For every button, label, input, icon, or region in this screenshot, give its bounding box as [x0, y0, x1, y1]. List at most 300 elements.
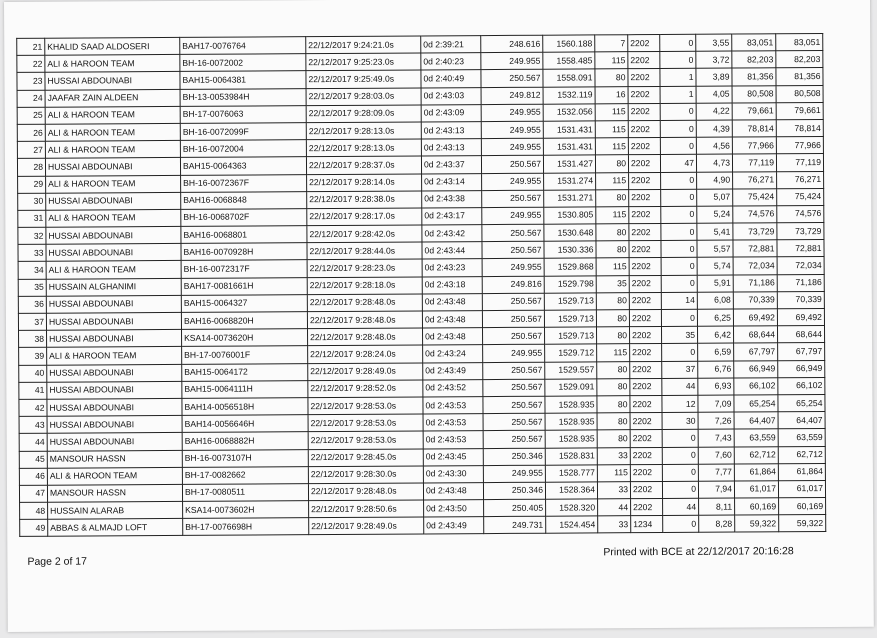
fancier-name-cell: HUSSAI ABDOUNABI [47, 364, 182, 382]
flight-duration-cell: 0d 2:43:13 [421, 122, 481, 140]
loft-code-cell: 80 [597, 378, 630, 395]
coefficient-cell: 6,59 [698, 343, 734, 360]
distance-cell: 249.731 [484, 516, 546, 534]
points-a-cell: 71,186 [733, 274, 777, 291]
coefficient-cell: 7,26 [698, 412, 734, 429]
extra-count-cell: 0 [663, 516, 699, 533]
velocity-cell: 1531.427 [543, 155, 595, 173]
loft-code-cell: 80 [596, 224, 629, 241]
distance-cell: 250.567 [482, 310, 544, 328]
extra-count-cell: 0 [660, 34, 696, 51]
club-code-cell: 2202 [630, 430, 662, 447]
points-a-cell: 66,949 [734, 360, 778, 377]
flight-duration-cell: 0d 2:43:09 [421, 104, 481, 122]
points-b-cell: 72,034 [777, 257, 824, 274]
club-code-cell: 2202 [628, 138, 660, 155]
fancier-name-cell: MANSOUR HASSN [47, 484, 182, 502]
ring-number-cell: BAH16-0068848 [181, 191, 307, 209]
points-a-cell: 73,729 [733, 223, 777, 240]
points-b-cell: 66,102 [778, 377, 825, 394]
extra-count-cell: 47 [660, 155, 696, 172]
results-rows [17, 33, 826, 536]
velocity-cell: 1528.364 [545, 482, 597, 500]
position-cell: 23 [17, 73, 45, 90]
club-code-cell: 2202 [629, 206, 661, 223]
distance-cell: 250.567 [483, 431, 545, 449]
distance-cell: 250.567 [483, 413, 545, 431]
loft-code-cell: 80 [596, 189, 629, 206]
points-a-cell: 64,407 [734, 412, 778, 429]
points-a-cell: 77,966 [732, 137, 776, 154]
club-code-cell: 2202 [629, 224, 661, 241]
flight-duration-cell: 0d 2:43:37 [421, 156, 481, 174]
flight-duration-cell: 0d 2:43:50 [424, 500, 484, 518]
club-code-cell: 2202 [629, 327, 661, 344]
extra-count-cell: 0 [661, 172, 697, 189]
points-b-cell: 64,407 [778, 412, 825, 429]
distance-cell: 249.955 [482, 173, 544, 191]
extra-count-cell: 0 [661, 223, 697, 240]
loft-code-cell: 44 [598, 499, 631, 516]
flight-duration-cell: 0d 2:43:18 [422, 276, 482, 294]
ring-number-cell: BAH16-0068882H [182, 432, 308, 450]
flight-duration-cell: 0d 2:39:21 [421, 36, 481, 54]
fancier-name-cell: ALI & HAROON TEAM [45, 123, 180, 141]
position-cell: 36 [18, 296, 46, 313]
fancier-name-cell: ALI & HAROON TEAM [47, 467, 182, 485]
ring-number-cell: BH-16-0072004 [180, 140, 306, 158]
ring-number-cell: BAH15-0064327 [181, 294, 307, 312]
distance-cell: 250.567 [482, 293, 544, 311]
flight-duration-cell: 0d 2:43:38 [422, 190, 482, 208]
position-cell: 21 [17, 38, 45, 55]
position-cell: 49 [20, 519, 48, 536]
points-b-cell: 77,966 [776, 137, 823, 154]
distance-cell: 250.567 [481, 156, 543, 174]
flight-duration-cell: 0d 2:43:48 [422, 311, 482, 329]
fancier-name-cell: HUSSAI ABDOUNABI [47, 381, 182, 399]
club-code-cell: 2202 [629, 172, 661, 189]
club-code-cell: 2202 [631, 499, 663, 516]
distance-cell: 249.812 [481, 87, 543, 105]
flight-duration-cell: 0d 2:43:23 [422, 259, 482, 277]
points-a-cell: 81,356 [732, 68, 776, 85]
loft-code-cell: 80 [595, 155, 628, 172]
club-code-cell: 2202 [629, 241, 661, 258]
printed-stamp: Printed with BCE at 22/12/2017 20:16:28 [603, 545, 794, 559]
arrival-time-cell: 22/12/2017 9:28:48.0s [308, 483, 423, 501]
arrival-time-cell: 22/12/2017 9:28:49.0s [309, 517, 424, 535]
extra-count-cell: 44 [662, 378, 698, 395]
velocity-cell: 1532.119 [543, 86, 595, 104]
velocity-cell: 1528.935 [545, 430, 597, 448]
position-cell: 43 [19, 416, 47, 433]
club-code-cell: 2202 [628, 155, 660, 172]
flight-duration-cell: 0d 2:43:13 [421, 139, 481, 157]
velocity-cell: 1529.557 [545, 361, 597, 379]
results-page [4, 0, 874, 632]
club-code-cell: 2202 [628, 69, 660, 86]
position-cell: 47 [19, 485, 47, 502]
position-cell: 29 [18, 176, 46, 193]
ring-number-cell: BH-17-0076698H [183, 518, 309, 536]
position-cell: 42 [19, 399, 47, 416]
flight-duration-cell: 0d 2:43:48 [423, 482, 483, 500]
position-cell: 31 [18, 210, 46, 227]
points-a-cell: 60,169 [735, 498, 779, 515]
extra-count-cell: 30 [662, 412, 698, 429]
points-a-cell: 79,661 [732, 103, 776, 120]
coefficient-cell: 6,76 [698, 361, 734, 378]
position-cell: 48 [20, 502, 48, 519]
arrival-time-cell: 22/12/2017 9:28:48.0s [308, 328, 423, 346]
fancier-name-cell: HUSSAIN ALARAB [48, 501, 183, 519]
extra-count-cell: 0 [661, 189, 697, 206]
loft-code-cell: 115 [595, 121, 628, 138]
position-cell: 44 [19, 434, 47, 451]
loft-code-cell: 115 [596, 258, 629, 275]
points-a-cell: 62,712 [734, 446, 778, 463]
velocity-cell: 1529.091 [545, 379, 597, 397]
loft-code-cell: 7 [595, 35, 628, 52]
coefficient-cell: 7,60 [698, 447, 734, 464]
points-b-cell: 61,864 [778, 463, 825, 480]
coefficient-cell: 4,05 [696, 86, 732, 103]
points-b-cell: 82,203 [776, 51, 823, 68]
fancier-name-cell: ALI & HAROON TEAM [45, 55, 180, 73]
position-cell: 27 [17, 141, 45, 158]
coefficient-cell: 3,55 [696, 34, 732, 51]
fancier-name-cell: HUSSAI ABDOUNABI [47, 398, 182, 416]
fancier-name-cell: ALI & HAROON TEAM [46, 261, 181, 279]
points-a-cell: 61,017 [734, 481, 778, 498]
fancier-name-cell: HUSSAI ABDOUNABI [46, 295, 181, 313]
distance-cell: 249.955 [481, 121, 543, 139]
club-code-cell: 2202 [630, 447, 662, 464]
distance-cell: 250.567 [481, 70, 543, 88]
velocity-cell: 1558.091 [543, 69, 595, 87]
velocity-cell: 1560.188 [543, 35, 595, 53]
velocity-cell: 1530.805 [544, 207, 596, 225]
arrival-time-cell: 22/12/2017 9:28:53.0s [308, 414, 423, 432]
distance-cell: 250.567 [482, 224, 544, 242]
extra-count-cell: 0 [662, 464, 698, 481]
loft-code-cell: 115 [595, 138, 628, 155]
position-cell: 45 [19, 451, 47, 468]
fancier-name-cell: HUSSAIN ALGHANIMI [46, 278, 181, 296]
coefficient-cell: 5,57 [697, 240, 733, 257]
points-a-cell: 65,254 [734, 395, 778, 412]
points-a-cell: 82,203 [732, 51, 776, 68]
position-cell: 38 [19, 330, 47, 347]
points-b-cell: 67,797 [778, 343, 825, 360]
position-cell: 32 [18, 227, 46, 244]
points-a-cell: 83,051 [732, 34, 776, 51]
coefficient-cell: 6,42 [697, 326, 733, 343]
extra-count-cell: 0 [660, 120, 696, 137]
velocity-cell: 1530.336 [544, 241, 596, 259]
coefficient-cell: 8,28 [699, 515, 735, 532]
fancier-name-cell: HUSSAI ABDOUNABI [46, 312, 181, 330]
coefficient-cell: 5,07 [697, 189, 733, 206]
flight-duration-cell: 0d 2:43:42 [422, 225, 482, 243]
club-code-cell: 2202 [628, 52, 660, 69]
arrival-time-cell: 22/12/2017 9:28:52.0s [308, 380, 423, 398]
ring-number-cell: BH-16-0072317F [181, 260, 307, 278]
velocity-cell: 1558.485 [543, 52, 595, 70]
fancier-name-cell: ALI & HAROON TEAM [45, 141, 180, 159]
fancier-name-cell: ALI & HAROON TEAM [46, 175, 181, 193]
distance-cell: 250.405 [484, 499, 546, 517]
position-cell: 24 [17, 90, 45, 107]
club-code-cell: 2202 [630, 481, 662, 498]
arrival-time-cell: 22/12/2017 9:28:53.0s [308, 431, 423, 449]
loft-code-cell: 115 [596, 172, 629, 189]
arrival-time-cell: 22/12/2017 9:28:13.0s [306, 122, 421, 140]
points-b-cell: 83,051 [776, 33, 823, 50]
points-b-cell: 69,492 [777, 308, 824, 325]
position-cell: 40 [19, 365, 47, 382]
distance-cell: 250.567 [483, 379, 545, 397]
distance-cell: 249.955 [483, 345, 545, 363]
ring-number-cell: BH-13-0053984H [180, 88, 306, 106]
arrival-time-cell: 22/12/2017 9:28:48.0s [307, 294, 422, 312]
coefficient-cell: 7,09 [698, 395, 734, 412]
points-a-cell: 67,797 [734, 343, 778, 360]
velocity-cell: 1524.454 [546, 516, 598, 534]
points-b-cell: 76,271 [777, 171, 824, 188]
distance-cell: 249.955 [482, 207, 544, 225]
points-b-cell: 63,559 [778, 429, 825, 446]
flight-duration-cell: 0d 2:43:53 [423, 414, 483, 432]
position-cell: 46 [19, 468, 47, 485]
ring-number-cell: BH-17-0082662 [182, 466, 308, 484]
ring-number-cell: BH-17-0076001F [182, 346, 308, 364]
distance-cell: 249.955 [481, 52, 543, 70]
distance-cell: 249.955 [481, 104, 543, 122]
extra-count-cell: 35 [661, 326, 697, 343]
club-code-cell: 2202 [628, 86, 660, 103]
fancier-name-cell: ALI & HAROON TEAM [47, 347, 182, 365]
flight-duration-cell: 0d 2:43:49 [424, 517, 484, 535]
ring-number-cell: BH-17-0080511 [182, 484, 308, 502]
ring-number-cell: BAH15-0064381 [180, 71, 306, 89]
race-results-table [16, 33, 826, 537]
ring-number-cell: BAH14-0056646H [182, 415, 308, 433]
fancier-name-cell: HUSSAI ABDOUNABI [47, 330, 182, 348]
velocity-cell: 1531.271 [544, 190, 596, 208]
loft-code-cell: 80 [596, 292, 629, 309]
arrival-time-cell: 22/12/2017 9:28:45.0s [308, 448, 423, 466]
position-cell: 25 [17, 107, 45, 124]
ring-number-cell: BH-17-0076063 [180, 105, 306, 123]
club-code-cell: 2202 [630, 464, 662, 481]
club-code-cell: 2202 [628, 34, 660, 51]
distance-cell: 250.567 [483, 362, 545, 380]
points-b-cell: 61,017 [778, 480, 825, 497]
position-cell: 35 [18, 279, 46, 296]
flight-duration-cell: 0d 2:43:24 [423, 345, 483, 363]
coefficient-cell: 4,73 [696, 154, 732, 171]
position-cell: 39 [19, 348, 47, 365]
loft-code-cell: 115 [597, 344, 630, 361]
extra-count-cell: 0 [660, 103, 696, 120]
velocity-cell: 1528.935 [545, 396, 597, 414]
arrival-time-cell: 22/12/2017 9:28:14.0s [307, 173, 422, 191]
arrival-time-cell: 22/12/2017 9:28:53.0s [308, 397, 423, 415]
points-b-cell: 79,661 [776, 102, 823, 119]
arrival-time-cell: 22/12/2017 9:28:30.0s [308, 466, 423, 484]
flight-duration-cell: 0d 2:43:03 [421, 87, 481, 105]
distance-cell: 249.816 [482, 276, 544, 294]
ring-number-cell: KSA14-0073620H [182, 329, 308, 347]
coefficient-cell: 3,72 [696, 51, 732, 68]
club-code-cell: 2202 [630, 361, 662, 378]
flight-duration-cell: 0d 2:43:14 [422, 173, 482, 191]
extra-count-cell: 14 [661, 292, 697, 309]
points-a-cell: 72,881 [733, 240, 777, 257]
velocity-cell: 1528.935 [545, 413, 597, 431]
position-cell: 37 [18, 313, 46, 330]
arrival-time-cell: 22/12/2017 9:28:37.0s [306, 156, 421, 174]
loft-code-cell: 80 [597, 361, 630, 378]
distance-cell: 250.567 [482, 190, 544, 208]
loft-code-cell: 33 [597, 482, 630, 499]
points-b-cell: 72,881 [777, 240, 824, 257]
fancier-name-cell: HUSSAI ABDOUNABI [46, 226, 181, 244]
velocity-cell: 1528.777 [545, 465, 597, 483]
ring-number-cell: BH-16-0073107H [182, 449, 308, 467]
loft-code-cell: 35 [596, 275, 629, 292]
club-code-cell: 2202 [629, 292, 661, 309]
extra-count-cell: 1 [660, 86, 696, 103]
flight-duration-cell: 0d 2:40:49 [421, 70, 481, 88]
arrival-time-cell: 22/12/2017 9:28:38.0s [307, 191, 422, 209]
flight-duration-cell: 0d 2:40:23 [421, 53, 481, 71]
loft-code-cell: 115 [596, 207, 629, 224]
coefficient-cell: 6,25 [697, 309, 733, 326]
fancier-name-cell: MANSOUR HASSN [47, 450, 182, 468]
velocity-cell: 1529.712 [545, 344, 597, 362]
club-code-cell: 2202 [629, 189, 661, 206]
velocity-cell: 1531.274 [544, 172, 596, 190]
flight-duration-cell: 0d 2:43:17 [422, 207, 482, 225]
points-b-cell: 71,186 [777, 274, 824, 291]
fancier-name-cell: HUSSAI ABDOUNABI [47, 433, 182, 451]
position-cell: 26 [17, 124, 45, 141]
club-code-cell: 1234 [631, 516, 663, 533]
loft-code-cell: 16 [595, 86, 628, 103]
loft-code-cell: 80 [597, 430, 630, 447]
extra-count-cell: 0 [662, 481, 698, 498]
ring-number-cell: BH-16-0068702F [181, 209, 307, 227]
extra-count-cell: 0 [662, 430, 698, 447]
loft-code-cell: 80 [597, 396, 630, 413]
fancier-name-cell: JAAFAR ZAIN ALDEEN [45, 89, 180, 107]
points-a-cell: 66,102 [734, 378, 778, 395]
extra-count-cell: 0 [661, 258, 697, 275]
points-a-cell: 59,322 [735, 515, 779, 532]
ring-number-cell: BAH14-0056518H [182, 398, 308, 416]
loft-code-cell: 33 [597, 447, 630, 464]
distance-cell: 250.567 [482, 327, 544, 345]
fancier-name-cell: HUSSAI ABDOUNABI [46, 192, 181, 210]
coefficient-cell: 3,89 [696, 68, 732, 85]
ring-number-cell: BH-16-0072367F [181, 174, 307, 192]
fancier-name-cell: HUSSAI ABDOUNABI [45, 72, 180, 90]
arrival-time-cell: 22/12/2017 9:28:09.0s [306, 105, 421, 123]
velocity-cell: 1528.831 [545, 447, 597, 465]
ring-number-cell: BAH15-0064111H [182, 380, 308, 398]
points-a-cell: 78,814 [732, 120, 776, 137]
ring-number-cell: BAH16-0070928H [181, 243, 307, 261]
table-row [20, 515, 826, 537]
position-cell: 22 [17, 55, 45, 72]
loft-code-cell: 33 [598, 516, 631, 533]
coefficient-cell: 7,43 [698, 429, 734, 446]
points-b-cell: 70,339 [777, 291, 824, 308]
club-code-cell: 2202 [629, 309, 661, 326]
extra-count-cell: 1 [660, 69, 696, 86]
loft-code-cell: 115 [595, 52, 628, 69]
flight-duration-cell: 0d 2:43:52 [423, 379, 483, 397]
position-cell: 28 [17, 159, 45, 176]
points-b-cell: 65,254 [778, 394, 825, 411]
fancier-name-cell: ABBAS & ALMAJD LOFT [48, 519, 183, 537]
coefficient-cell: 4,56 [696, 137, 732, 154]
club-code-cell: 2202 [630, 378, 662, 395]
coefficient-cell: 4,90 [697, 172, 733, 189]
velocity-cell: 1529.713 [544, 310, 596, 328]
coefficient-cell: 4,39 [696, 120, 732, 137]
loft-code-cell: 80 [595, 69, 628, 86]
arrival-time-cell: 22/12/2017 9:28:49.0s [308, 363, 423, 381]
coefficient-cell: 4,22 [696, 103, 732, 120]
points-b-cell: 59,322 [779, 515, 826, 532]
points-b-cell: 68,644 [777, 326, 824, 343]
loft-code-cell: 80 [596, 310, 629, 327]
fancier-name-cell: ALI & HAROON TEAM [46, 209, 181, 227]
fancier-name-cell: KHALID SAAD ALDOSERI [45, 37, 180, 55]
coefficient-cell: 8,11 [699, 498, 735, 515]
coefficient-cell: 5,74 [697, 257, 733, 274]
loft-code-cell: 115 [597, 464, 630, 481]
club-code-cell: 2202 [628, 103, 660, 120]
coefficient-cell: 6,08 [697, 292, 733, 309]
velocity-cell: 1532.056 [543, 104, 595, 122]
flight-duration-cell: 0d 2:43:30 [423, 465, 483, 483]
loft-code-cell: 80 [596, 241, 629, 258]
arrival-time-cell: 22/12/2017 9:28:13.0s [306, 139, 421, 157]
club-code-cell: 2202 [630, 413, 662, 430]
arrival-time-cell: 22/12/2017 9:28:44.0s [307, 242, 422, 260]
velocity-cell: 1531.431 [543, 121, 595, 139]
flight-duration-cell: 0d 2:43:53 [423, 397, 483, 415]
flight-duration-cell: 0d 2:43:45 [423, 448, 483, 466]
points-b-cell: 74,576 [777, 205, 824, 222]
points-b-cell: 78,814 [776, 119, 823, 136]
club-code-cell: 2202 [629, 258, 661, 275]
points-a-cell: 70,339 [733, 292, 777, 309]
velocity-cell: 1529.798 [544, 276, 596, 294]
points-b-cell: 77,119 [776, 154, 823, 171]
extra-count-cell: 0 [662, 344, 698, 361]
fancier-name-cell: HUSSAI ABDOUNABI [47, 416, 182, 434]
arrival-time-cell: 22/12/2017 9:28:23.0s [307, 259, 422, 277]
points-b-cell: 62,712 [778, 446, 825, 463]
points-b-cell: 81,356 [776, 68, 823, 85]
extra-count-cell: 0 [661, 241, 697, 258]
